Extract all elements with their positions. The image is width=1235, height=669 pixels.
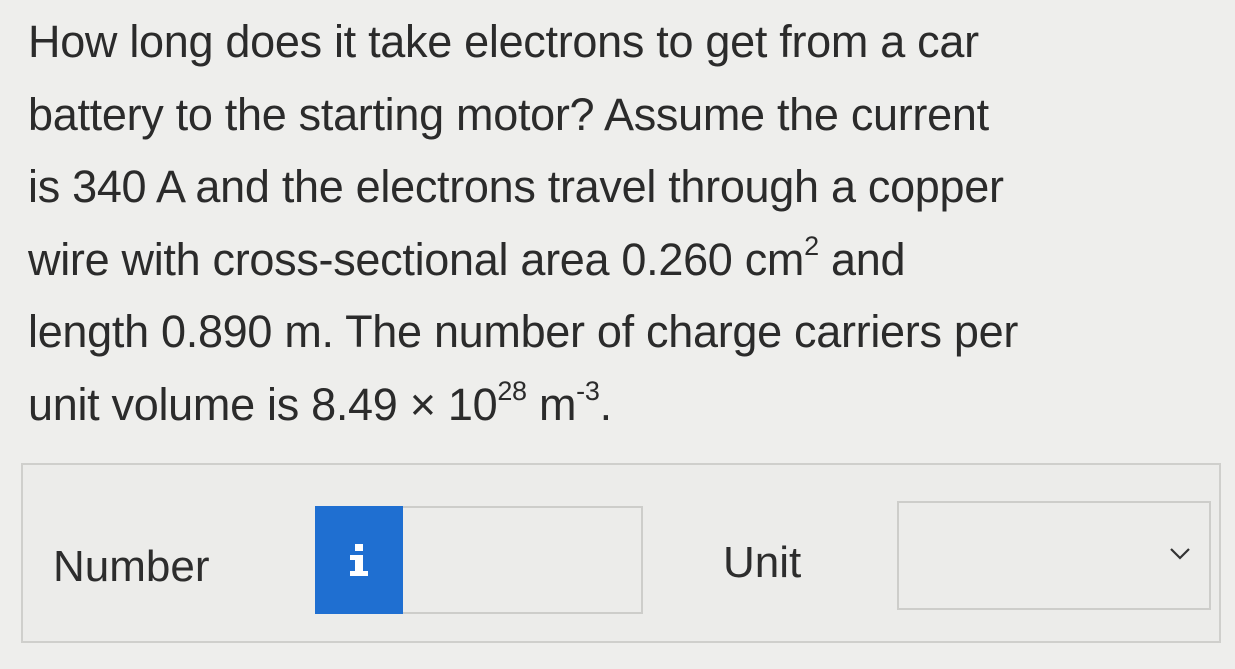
number-label: Number — [53, 542, 210, 591]
question-line-4 — [28, 224, 1218, 297]
question-line-5: length 0.890 m. The number of charge carriers per — [28, 306, 1019, 357]
number-input[interactable] — [403, 506, 643, 614]
density-period: . — [599, 378, 612, 430]
info-button[interactable] — [315, 506, 403, 614]
density-exponent: 28 — [497, 375, 527, 406]
unit-label: Unit — [723, 538, 802, 587]
chevron-down-icon — [1169, 547, 1191, 561]
density-unit: m — [526, 378, 577, 430]
density-text: unit volume is 8.49 × 10 — [28, 378, 498, 430]
question-line-6 — [28, 369, 1218, 442]
unit-select[interactable] — [897, 501, 1211, 610]
density-unit-exponent: -3 — [576, 375, 600, 406]
area-text-end: and — [818, 233, 906, 285]
question-line-3: is 340 A and the electrons travel through a copper — [28, 161, 1004, 212]
area-text: wire with cross-sectional area 0.260 cm — [28, 233, 805, 285]
area-exponent: 2 — [804, 230, 819, 261]
info-icon — [348, 543, 370, 577]
question-text — [28, 6, 1218, 441]
question-line-1: How long does it take electrons to get from a car — [28, 16, 979, 67]
answer-panel — [21, 463, 1221, 643]
question-line-2: battery to the starting motor? Assume the current — [28, 88, 989, 140]
